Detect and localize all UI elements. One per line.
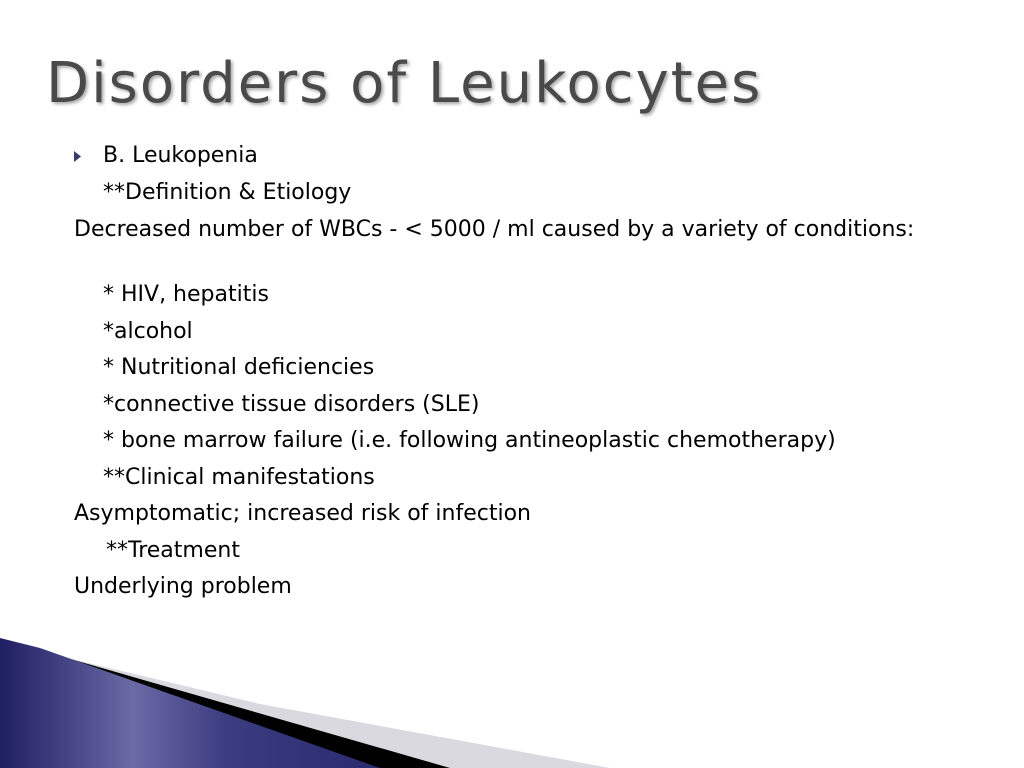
subheading-clinical: [74, 460, 974, 497]
definition-paragraph: [74, 211, 974, 277]
line-text: Underlying problem: [74, 574, 292, 599]
line-text: **Clinical manifestations: [103, 464, 375, 490]
line-text: Decreased number of WBCs - < 5000 / ml caused by a variety of conditions:: [74, 217, 915, 242]
clinical-text: [74, 496, 974, 533]
line-text: B. Leukopenia: [103, 143, 258, 168]
line-text: * bone marrow failure (i.e. following antineoplastic chemotherapy): [103, 428, 836, 453]
bullet-item-leukopenia: [74, 138, 974, 175]
subheading-definition: [74, 175, 974, 212]
line-text: * Nutritional deficiencies: [103, 355, 375, 380]
decorative-band: [0, 638, 1024, 768]
line-text: *connective tissue disorders (SLE): [103, 391, 480, 417]
line-text: **Treatment: [106, 537, 240, 563]
line-text: **Definition & Etiology: [103, 179, 352, 205]
cause-item: [74, 423, 974, 460]
line-text: *alcohol: [103, 318, 193, 344]
cause-item: [74, 387, 974, 424]
cause-item: [74, 277, 974, 314]
slide-body: [74, 138, 974, 606]
subheading-treatment: [74, 533, 974, 570]
treatment-text: [74, 569, 974, 606]
cause-item: [74, 350, 974, 387]
triangle-right-icon: [74, 138, 103, 178]
line-text: Asymptomatic; increased risk of infection: [74, 501, 531, 526]
cause-item: [74, 314, 974, 351]
slide-title: Disorders of Leukocytes: [46, 51, 763, 116]
line-text: * HIV, hepatitis: [103, 282, 269, 307]
